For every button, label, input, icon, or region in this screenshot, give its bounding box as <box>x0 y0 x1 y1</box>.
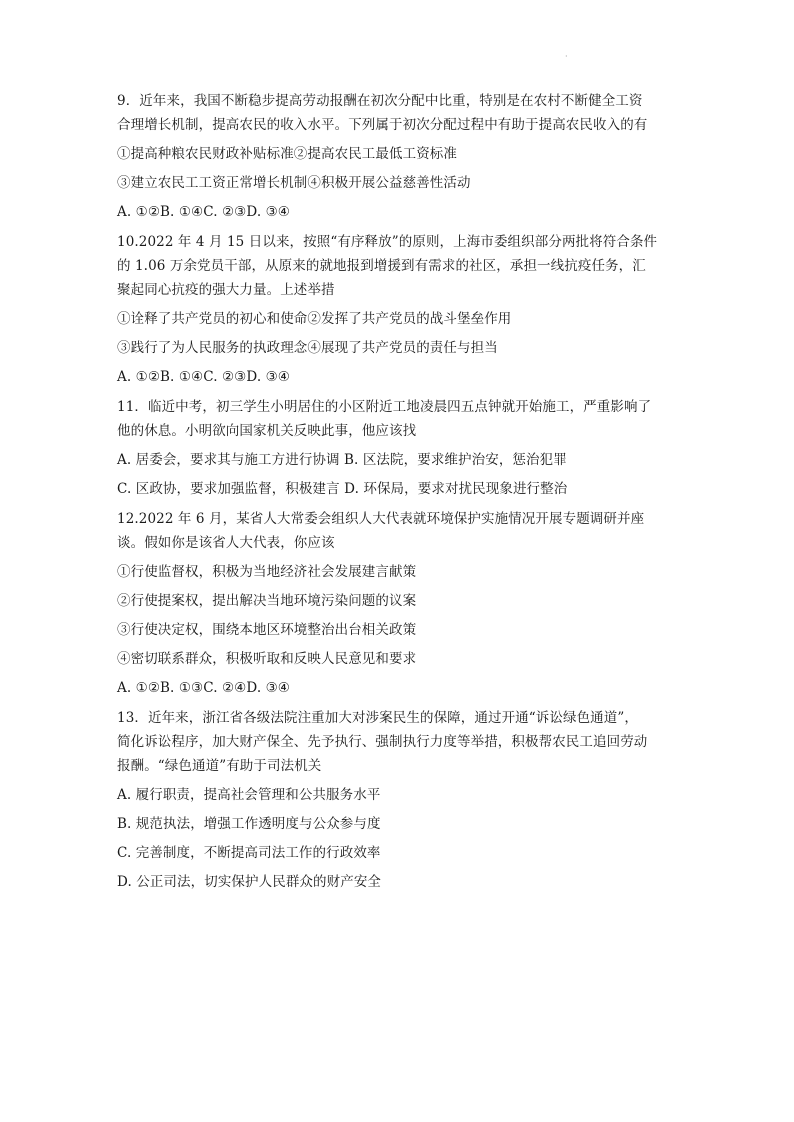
answer-option-line: A. 居委会，要求其与施工方进行协调 B. 区法院，要求维护治安，惩治犯罪 <box>117 452 567 468</box>
answer-option-line: D. 公正司法，切实保护人民群众的财产安全 <box>117 874 382 890</box>
answer-option-line: A. 履行职责，提高社会管理和公共服务水平 <box>117 787 381 803</box>
question-block <box>117 230 677 395</box>
question-list <box>117 89 677 894</box>
question-block <box>117 507 677 706</box>
statement-line: ①提高种粮农民财政补贴标准②提高农民工最低工资标准 <box>117 146 457 162</box>
answer-option-line: A. ①②B. ①④C. ②③D. ③④ <box>117 369 291 385</box>
question-stem-line: 10.2022 年 4 月 15 日以来，按照“有序释放”的原则，上海市委组织部分两批将符合条件 <box>117 234 658 250</box>
statement-line: ③建立农民工工资正常增长机制④积极开展公益慈善性活动 <box>117 175 471 191</box>
question-stem-line: 简化诉讼程序，加大财产保全、先予执行、强制执行力度等举措，积极帮农民工追回劳动 <box>117 734 648 750</box>
answer-option-line: B. 规范执法，增强工作透明度与公众参与度 <box>117 816 381 832</box>
question-stem-line: 9．近年来，我国不断稳步提高劳动报酬在初次分配中比重，特别是在农村不断健全工资 <box>117 93 643 109</box>
statement-line: ③行使决定权，围绕本地区环境整治出台相关政策 <box>117 622 417 638</box>
question-block <box>117 89 677 230</box>
statement-line: ①诠释了共产党员的初心和使命②发挥了共产党员的战斗堡垒作用 <box>117 311 512 327</box>
question-stem-line: 11．临近中考，初三学生小明居住的小区附近工地凌晨四五点钟就开始施工，严重影响了 <box>117 399 652 415</box>
answer-option-line: A. ①②B. ①③C. ②④D. ③④ <box>117 680 291 696</box>
question-block <box>117 706 677 894</box>
question-stem-line: 谈。假如你是该省人大代表，你应该 <box>117 535 335 551</box>
answer-option-line: C. 完善制度，不断提高司法工作的行政效率 <box>117 845 381 861</box>
question-stem-line: 他的休息。小明欲向国家机关反映此事，他应该找 <box>117 423 417 439</box>
question-stem-line: 合理增长机制，提高农民的收入水平。下列属于初次分配过程中有助于提高农民收入的有 <box>117 117 648 133</box>
statement-line: ②行使提案权，提出解决当地环境污染问题的议案 <box>117 593 417 609</box>
question-block <box>117 395 677 507</box>
question-stem-line: 报酬。“绿色通道”有助于司法机关 <box>117 758 322 774</box>
question-stem-line: 聚起同心抗疫的强大力量。上述举措 <box>117 282 335 298</box>
question-stem-line: 的 1.06 万余党员干部，从原来的就地报到增援到有需求的社区，承担一线抗疫任务，汇 <box>117 258 646 274</box>
statement-line: ①行使监督权，积极为当地经济社会发展建言献策 <box>117 564 417 580</box>
answer-option-line: A. ①②B. ①④C. ②③D. ③④ <box>117 204 291 220</box>
answer-option-line: C. 区政协，要求加强监督，积极建言 D. 环保局，要求对扰民现象进行整治 <box>117 481 568 497</box>
statement-line: ③践行了为人民服务的执政理念④展现了共产党员的责任与担当 <box>117 340 498 356</box>
header-mark: · <box>565 52 568 61</box>
question-stem-line: 13．近年来，浙江省各级法院注重加大对涉案民生的保障，通过开通“诉讼绿色通道”， <box>117 710 638 726</box>
statement-line: ④密切联系群众，积极听取和反映人民意见和要求 <box>117 651 417 667</box>
question-stem-line: 12.2022 年 6 月，某省人大常委会组织人大代表就环境保护实施情况开展专题调研并座 <box>117 511 645 527</box>
